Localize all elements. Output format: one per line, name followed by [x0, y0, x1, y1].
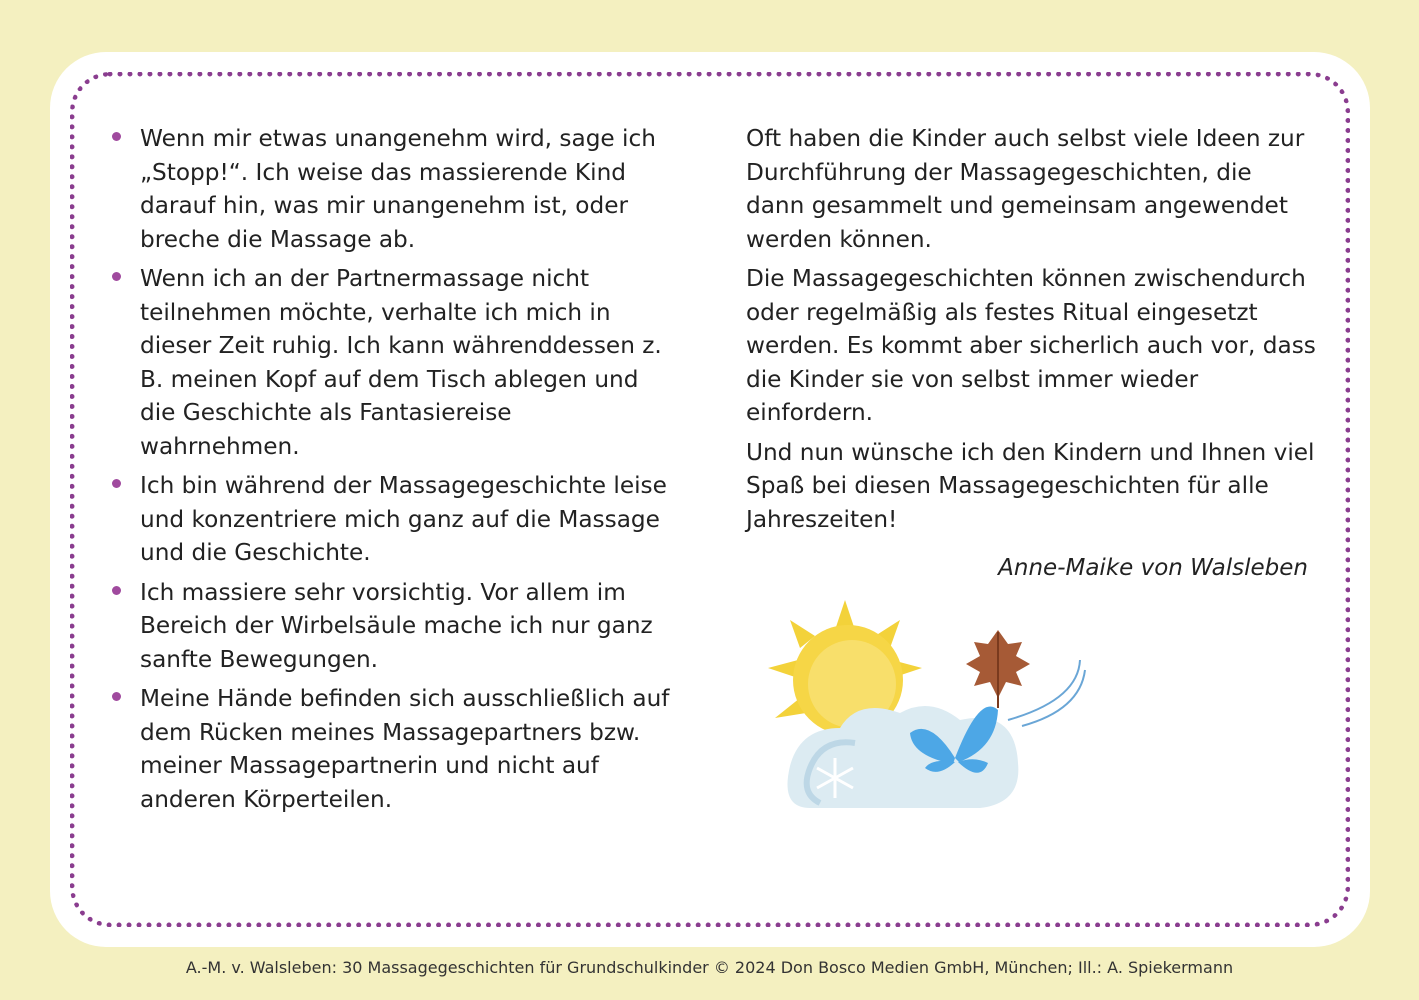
paragraph: Die Massagegeschichten können zwischendurch oder regelmäßig als festes Ritual eingesetzt werden. Es kommt aber sicherlich auch vor, dass die Kinder sie von selbst immer wieder einfordern.: [746, 265, 1316, 426]
bullet-icon: [112, 586, 121, 595]
rule-text: Wenn ich an der Partnermassage nicht teilnehmen möchte, verhalte ich mich in dieser Zeit ruhig. Ich kann währenddessen z. B. meinen Kopf auf dem Tisch ablegen und die Geschichte als Fantasiereise wahrnehmen.: [140, 265, 662, 460]
rules-list: [108, 122, 678, 816]
left-column: [108, 122, 678, 822]
list-item: [108, 122, 678, 256]
list-item: [108, 682, 678, 816]
rule-text: Ich bin während der Massagegeschichte leise und konzentriere mich ganz auf die Massage und die Geschichte.: [140, 472, 667, 566]
list-item: [108, 576, 678, 677]
rule-text: Meine Hände befinden sich ausschließlich auf dem Rücken meines Massagepartners bzw. meiner Massagepartnerin und nicht auf anderen Körperteilen.: [140, 685, 670, 813]
list-item: [108, 469, 678, 570]
leaf-icon: [966, 630, 1030, 708]
seasons-illustration: [760, 598, 1100, 848]
rule-text: Wenn mir etwas unangenehm wird, sage ich „Stopp!“. Ich weise das massierende Kind darauf hin, was mir unangenehm ist, oder breche die Massage ab.: [140, 125, 656, 253]
right-column: [746, 122, 1316, 581]
rule-text: Ich massiere sehr vorsichtig. Vor allem im Bereich der Wirbelsäule mache ich nur ganz sanfte Bewegungen.: [140, 578, 653, 673]
author-signature: Anne-Maike von Walsleben: [998, 555, 1308, 581]
bullet-icon: [112, 272, 121, 281]
bullet-icon: [112, 479, 121, 488]
bullet-icon: [112, 692, 121, 701]
paragraph: Und nun wünsche ich den Kindern und Ihnen viel Spaß bei diesen Massagegeschichten für alle Jahreszeiten!: [746, 438, 1315, 533]
list-item: [108, 262, 678, 463]
paragraph: Oft haben die Kinder auch selbst viele Ideen zur Durchführung der Massagegeschichten, die dann gesammelt und gemeinsam angewendet werden können.: [746, 125, 1305, 253]
bullet-icon: [112, 132, 121, 141]
footer-copyright: A.-M. v. Walsleben: 30 Massagegeschichten für Grundschulkinder © 2024 Don Bosco Medien GmbH, München; Ill.: A. Spiekermann: [185, 958, 1234, 977]
